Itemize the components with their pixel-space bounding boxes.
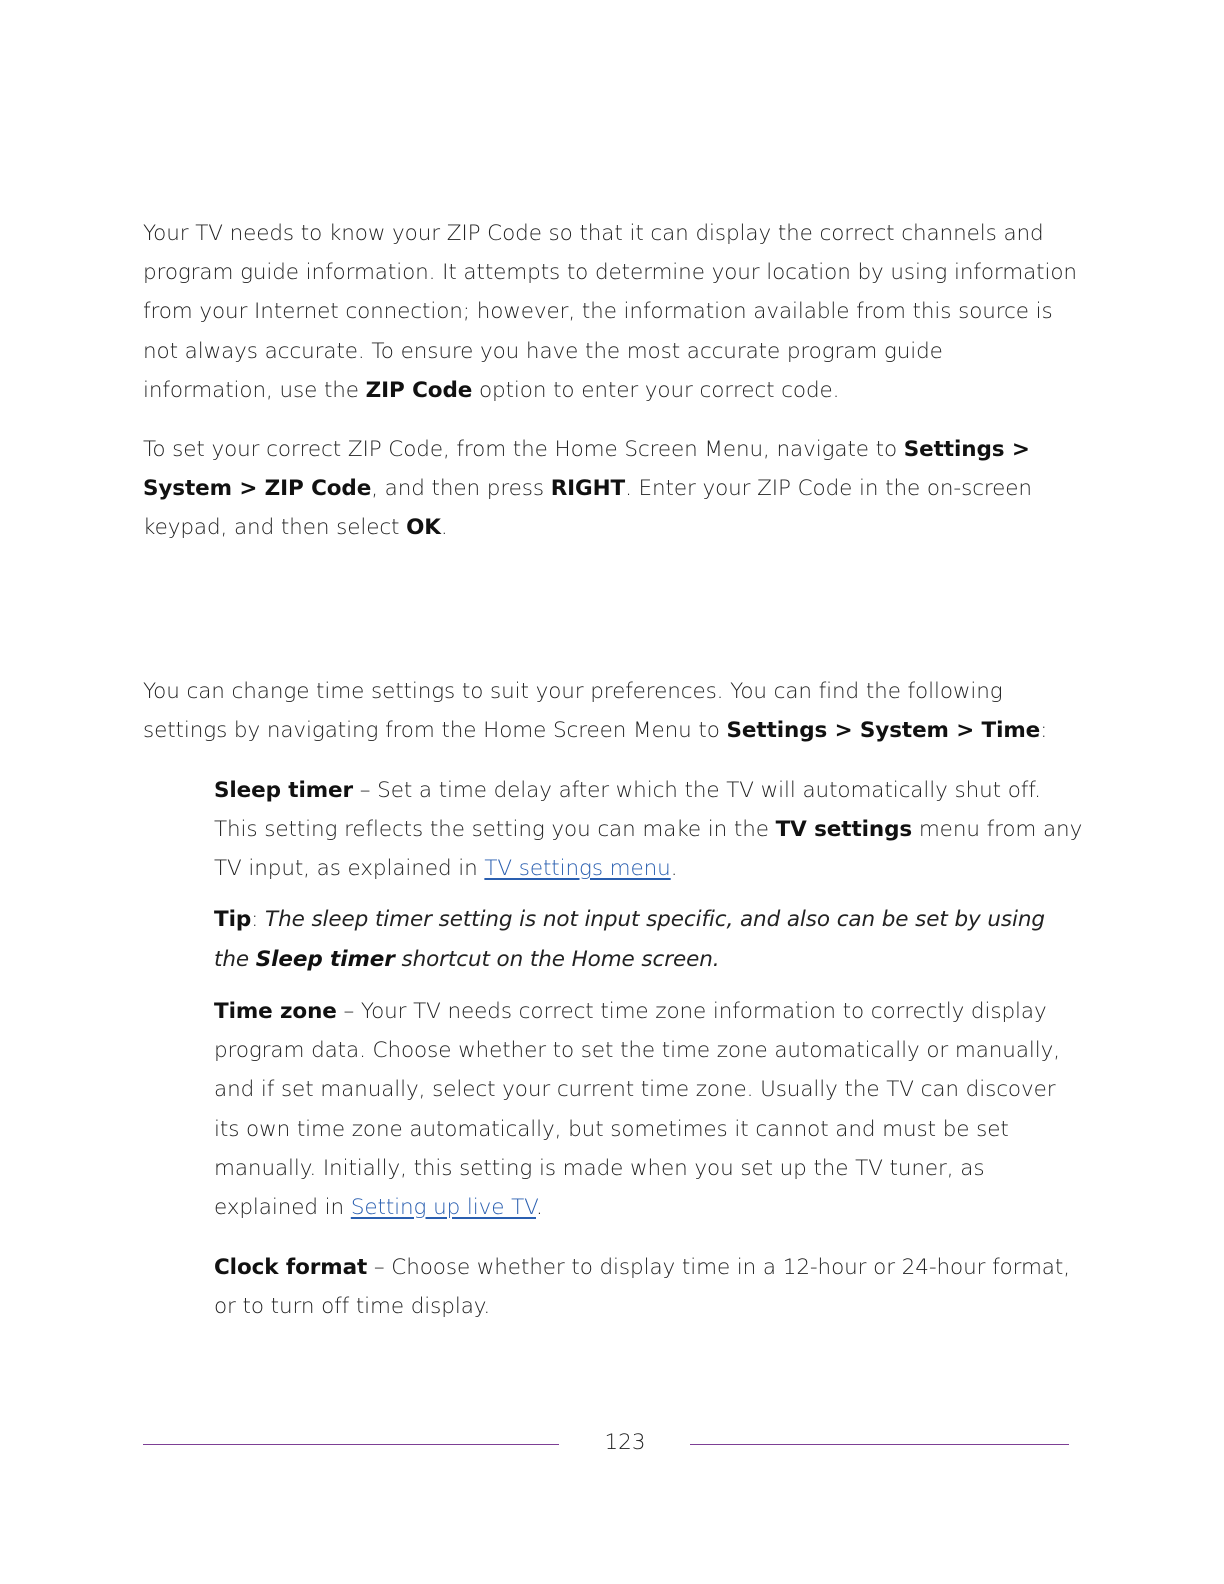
text-run: . xyxy=(536,1195,543,1221)
text-run: – Set a time delay after which the TV will automatically shut off. This setting reflects the setting you can make in the xyxy=(214,778,1041,843)
setting-up-live-tv-link[interactable]: Setting up live TV xyxy=(350,1195,536,1221)
sleep-timer-shortcut-term: Sleep timer xyxy=(255,947,395,972)
sleep-timer-tip xyxy=(214,900,1084,980)
ok-term: OK xyxy=(406,515,441,541)
text-run: To set your correct ZIP Code, from the Home Screen Menu, navigate to xyxy=(143,437,904,462)
settings-path: Settings > System > Time xyxy=(726,718,1041,744)
text-run: – Your TV needs correct time zone information to correctly display program data. Choose whether to set the time zone automatically or manually, and if set manually, select your current time zone. Usually the TV can discover its own time zone automatically, but sometimes it cannot and must be set manually. Initially, this setting is made when you set up the TV tuner, as explained in xyxy=(214,999,1061,1221)
zip-code-steps-paragraph xyxy=(143,430,1078,548)
tip-label: Tip xyxy=(214,907,252,932)
time-settings-intro-paragraph xyxy=(143,672,1078,750)
page-number: 123 xyxy=(604,1430,646,1455)
footer-rule-right xyxy=(690,1444,1069,1445)
text-run: You can change time settings to suit your preferences. You can find the following settings by navigating from the Home Screen Menu to xyxy=(143,679,1003,744)
footer-rule-left xyxy=(143,1444,559,1445)
tv-settings-menu-link[interactable]: TV settings menu xyxy=(484,856,671,882)
time-zone-item xyxy=(214,992,1084,1227)
text-run: : xyxy=(1040,718,1048,744)
text-run: : xyxy=(251,907,266,932)
text-run: Your TV needs to know your ZIP Code so that it can display the correct channels and program guide information. It attempts to determine your location by using information from your Internet connection; however, the information available from this source is not always accurate. To ensure you have the most accurate program guide information, use the xyxy=(143,221,1077,403)
tip-text: shortcut on the Home screen. xyxy=(394,947,720,972)
text-run: . Enter your ZIP Code in the on-screen keypad, and then select xyxy=(143,476,1032,541)
time-zone-term: Time zone xyxy=(214,999,337,1024)
zip-code-term: ZIP Code xyxy=(365,377,473,403)
right-key-term: RIGHT xyxy=(550,476,626,502)
settings-path: Settings > System > ZIP Code xyxy=(143,437,1030,502)
clock-format-item xyxy=(214,1248,1084,1326)
clock-format-term: Clock format xyxy=(214,1255,368,1280)
zip-code-intro-paragraph xyxy=(143,214,1078,410)
text-run: menu from any TV input, as explained in xyxy=(214,817,1083,882)
sleep-timer-item xyxy=(214,771,1084,889)
tip-text: The sleep timer setting is not input specific, and also can be set by using the xyxy=(214,907,1045,972)
text-run: , and then press xyxy=(371,476,551,502)
sleep-timer-term: Sleep timer xyxy=(214,778,354,803)
tv-settings-term: TV settings xyxy=(775,817,913,843)
text-run: . xyxy=(440,515,448,541)
text-run: option to enter your correct code. xyxy=(472,377,840,403)
text-run: . xyxy=(670,856,678,882)
text-run: – Choose whether to display time in a 12-hour or 24-hour format, or to turn off time display. xyxy=(214,1255,1070,1320)
